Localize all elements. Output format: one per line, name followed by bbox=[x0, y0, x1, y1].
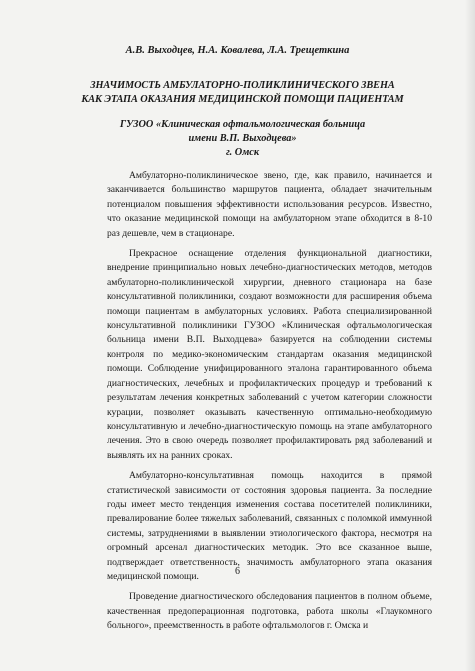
page-edge-shadow bbox=[465, 0, 475, 671]
affiliation-line-1: ГУЗОО «Клиническая офтальмологическая больница bbox=[119, 119, 366, 130]
affiliation-line-2: имени В.П. Выходцева» bbox=[188, 133, 297, 144]
affiliation bbox=[100, 118, 385, 160]
paragraph: Амбулаторно-поликлиническое звено, где, как правило, начинается и заканчивается большинство маршрутов пациента, обладает значительным потенциалом повышения эффективности использования ресурсов. Известно, что оказание медицинской помощи на амбулаторном этапе обходится в 8-10 раз дешевле, чем в стационаре. bbox=[107, 170, 432, 239]
paragraph: Проведение диагностического обследования пациентов в полном объеме, качественная предоперационная подготовка, работа школы «Глаукомного больного», преемственность в работе офтальмологов г. Омска и bbox=[107, 591, 432, 632]
authors-line: А.В. Выходцев, Н.А. Ковалева, Л.А. Трещеткина bbox=[125, 45, 350, 56]
paragraph: Амбулаторно-консультативная помощь находится в прямой статистической зависимости от состояния здоровья пациента. За последние годы имеет место тенденция изменения состава посетителей поликлиники, превалирование более тяжелых заболеваний, связанных с поломкой иммунной системы, затруднениями в выявлении этиологического фактора, несмотря на огромный арсенал диагностических методик. Это все сказанное выше, подтверждает ответственность, значимость амбулаторного этапа оказания медицинской помощи. bbox=[107, 470, 432, 582]
paragraph: Прекрасное оснащение отделения функциональной диагностики, внедрение принципиально новых лечебно-диагностических методов, методов амбулаторно-поликлинической хирургии, дневного стационара на базе консультативной поликлиники, создают возможности для расширения объема помощи пациентам в амбулаторных условиях. Работа специализированной консультативной поликлиники ГУЗОО «Клиническая офтальмологическая больница имени В.П. Выходцева» базируется на соблюдении системы контроля по медико-экономическим стандартам оказания медицинской помощи. Соблюдение унифицированного эталона гарантированного объема диагностических, лечебных и профилактических процедур и требований к результатам лечения конкретных заболеваний с учетом категории сложности курации, позволяет оказывать качественную оптимально-необходимую консультативную и лечебно-диагностическую помощь на этапе амбулаторного лечения. Это в свою очередь позволяет профилактировать ряд заболеваний и выявлять их на ранних сроках. bbox=[107, 248, 432, 461]
title-line-1: ЗНАЧИМОСТЬ АМБУЛАТОРНО-ПОЛИКЛИНИЧЕСКОГО ЗВЕНА bbox=[90, 80, 395, 91]
title-line-2: КАК ЭТАПА ОКАЗАНИЯ МЕДИЦИНСКОЙ ПОМОЩИ ПАЦИЕНТАМ bbox=[81, 94, 404, 105]
affiliation-line-3: г. Омск bbox=[225, 147, 260, 158]
article-title bbox=[40, 79, 445, 107]
page-number: 6 bbox=[235, 566, 240, 577]
